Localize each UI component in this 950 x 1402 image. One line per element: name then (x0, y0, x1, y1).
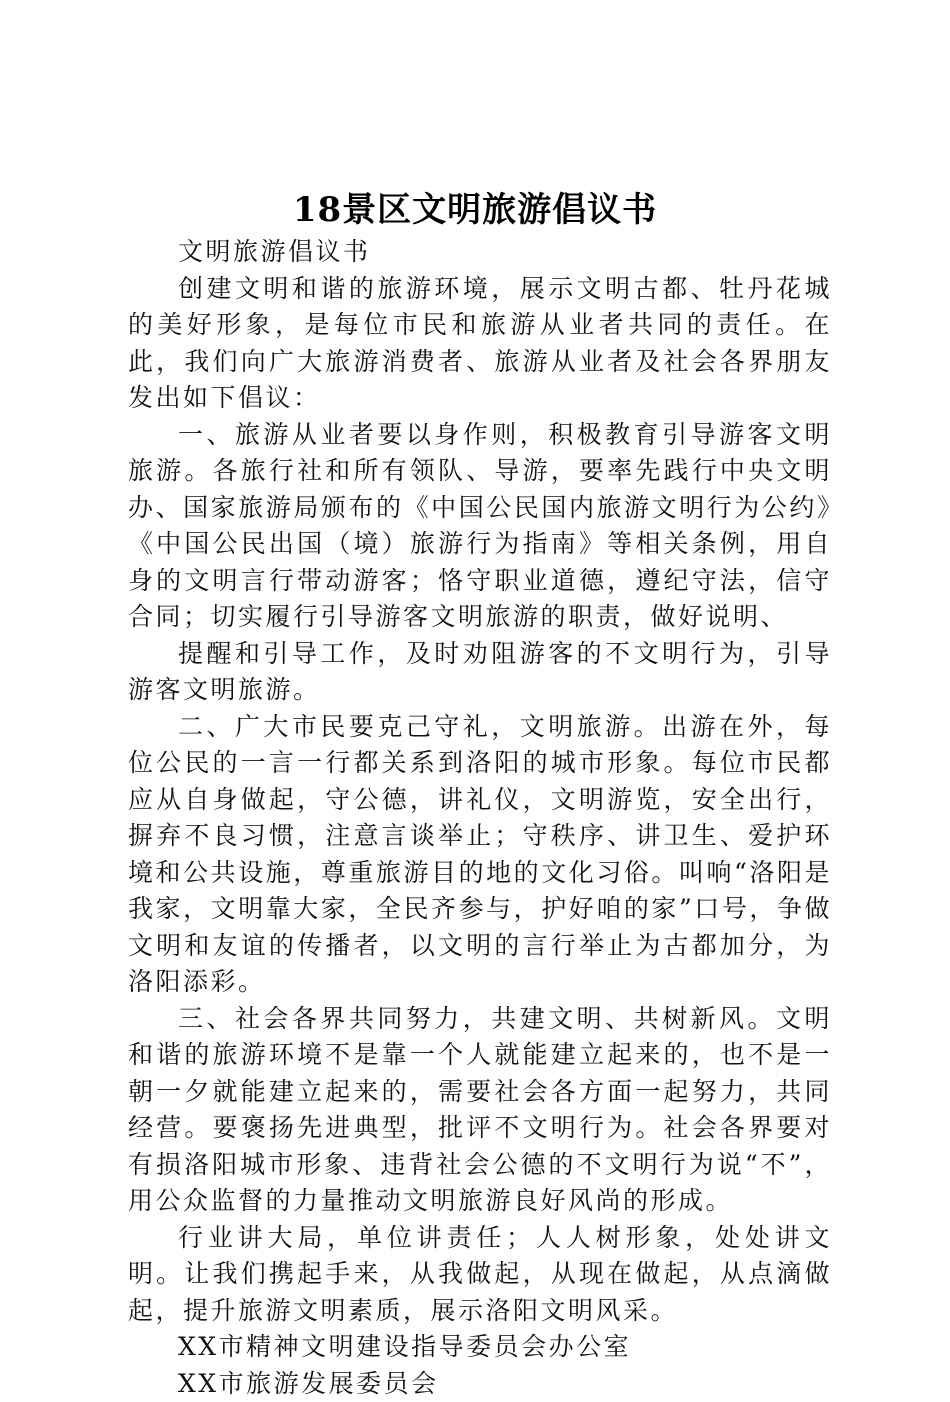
document-body (128, 234, 832, 1402)
signature-committee: XX市旅游发展委员会 (128, 1366, 832, 1402)
paragraph-point-one-continued: 提醒和引导工作，及时劝阻游客的不文明行为，引导游客文明旅游。 (128, 636, 832, 709)
paragraph-point-one: 一、旅游从业者要以身作则，积极教育引导游客文明旅游。各旅行社和所有领队、导游，要率先践行中央文明办、国家旅游局颁布的《中国公民国内旅游文明行为公约》《中国公民出国（境）旅游行为指南》等相关条例，用自身的文明言行带动游客；恪守职业道德，遵纪守法，信守合同；切实履行引导游客文明旅游的职责，做好说明、 (128, 417, 832, 636)
document-title: 18景区文明旅游倡议书 (0, 186, 950, 234)
paragraph-point-three: 三、社会各界共同努力，共建文明、共树新风。文明和谐的旅游环境不是靠一个人就能建立起来的，也不是一朝一夕就能建立起来的，需要社会各方面一起努力，共同经营。要褒扬先进典型，批评不文明行为。社会各界要对有损洛阳城市形象、违背社会公德的不文明行为说“不”，用公众监督的力量推动文明旅游良好风尚的形成。 (128, 1001, 832, 1220)
intro-paragraph: 创建文明和谐的旅游环境，展示文明古都、牡丹花城的美好形象，是每位市民和旅游从业者共同的责任。在此，我们向广大旅游消费者、旅游从业者及社会各界朋友发出如下倡议： (128, 271, 832, 417)
paragraph-point-two: 二、广大市民要克己守礼，文明旅游。出游在外，每位公民的一言一行都关系到洛阳的城市形象。每位市民都应从自身做起，守公德，讲礼仪，文明游览，安全出行，摒弃不良习惯，注意言谈举止；守秩序、讲卫生、爱护环境和公共设施，尊重旅游目的地的文化习俗。叫响“洛阳是我家，文明靠大家，全民齐参与，护好咱的家”口号，争做文明和友谊的传播者，以文明的言行举止为古都加分，为洛阳添彩。 (128, 709, 832, 1001)
body-heading: 文明旅游倡议书 (128, 234, 832, 271)
signature-office: XX市精神文明建设指导委员会办公室 (128, 1329, 832, 1366)
closing-paragraph: 行业讲大局，单位讲责任；人人树形象，处处讲文明。让我们携起手来，从我做起，从现在做起，从点滴做起，提升旅游文明素质，展示洛阳文明风采。 (128, 1220, 832, 1330)
